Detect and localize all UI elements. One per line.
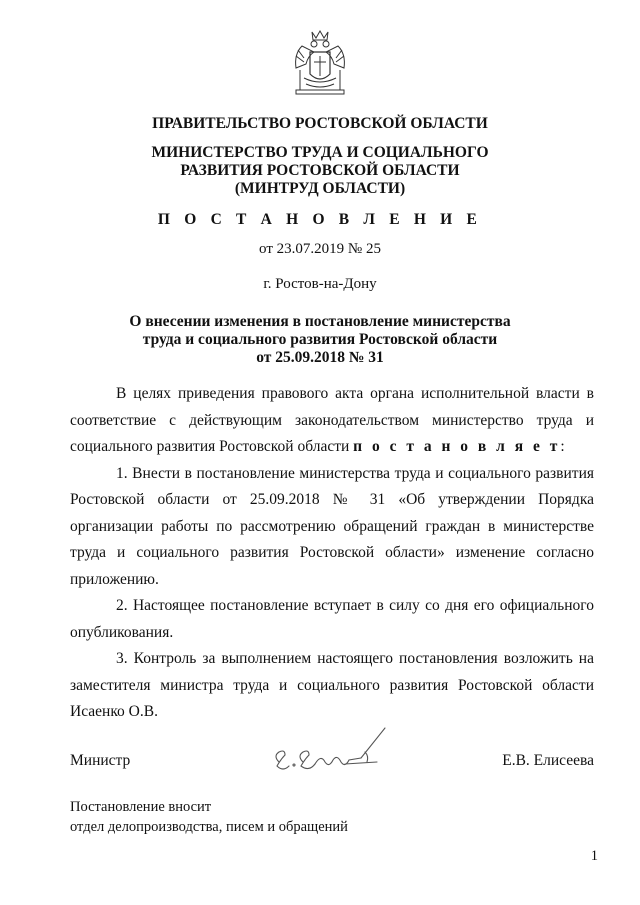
ministry-line: МИНИСТЕРСТВО ТРУДА И СОЦИАЛЬНОГО — [151, 144, 489, 161]
handwritten-signature — [265, 722, 395, 780]
document-type: П О С Т А Н О В Л Е Н И Е — [157, 211, 483, 228]
ministry-line: (МИНТРУД ОБЛАСТИ) — [234, 180, 406, 197]
document-city: г. Ростов-на-Дону — [263, 276, 377, 292]
document-body — [70, 381, 594, 726]
preamble-paragraph — [70, 381, 594, 461]
document-subject — [0, 313, 640, 367]
resolves-colon: : — [560, 438, 565, 455]
item-paragraph: 1. Внести в постановление министерства труда и социального развития Ростовской области от 25.09.2018 № 31 «Об утверждении Порядка организации работы по рассмотрению обращений граждан в министерстве труда и социального развития Ростовской области» изменение согласно приложению. — [70, 464, 594, 588]
subject-line: от 25.09.2018 № 31 — [256, 349, 384, 366]
signer-name: Е.В. Елисеева — [502, 752, 594, 769]
ministry-line: РАЗВИТИЯ РОСТОВСКОЙ ОБЛАСТИ — [180, 162, 460, 179]
preamble-text: В целях приведения правового акта органа исполнительной власти в соответствие с действующим законодательством министерство труда и социального развития Ростовской области — [70, 385, 594, 455]
coat-of-arms-icon — [290, 28, 350, 100]
government-name: ПРАВИТЕЛЬСТВО РОСТОВСКОЙ ОБЛАСТИ — [152, 115, 488, 132]
item-paragraph: 2. Настоящее постановление вступает в силу со дня его официального опубликования. — [70, 597, 594, 641]
item-paragraph: 3. Контроль за выполнением настоящего постановления возложить на заместителя министра труда и социального развития Ростовской области Исаенко О.В. — [70, 650, 594, 720]
page-number: 1 — [590, 848, 598, 864]
footer-line: Постановление вносит — [70, 799, 212, 815]
subject-line: труда и социального развития Ростовской области — [142, 331, 498, 348]
signer-role: Министр — [70, 752, 131, 769]
ministry-name — [0, 144, 640, 198]
footer-note — [70, 797, 348, 837]
document-date-number: от 23.07.2019 № 25 — [259, 241, 381, 257]
subject-line: О внесении изменения в постановление министерства — [129, 313, 511, 330]
footer-line: отдел делопроизводства, писем и обращений — [70, 819, 348, 835]
resolves-word: п о с т а н о в л я е т — [353, 438, 561, 455]
